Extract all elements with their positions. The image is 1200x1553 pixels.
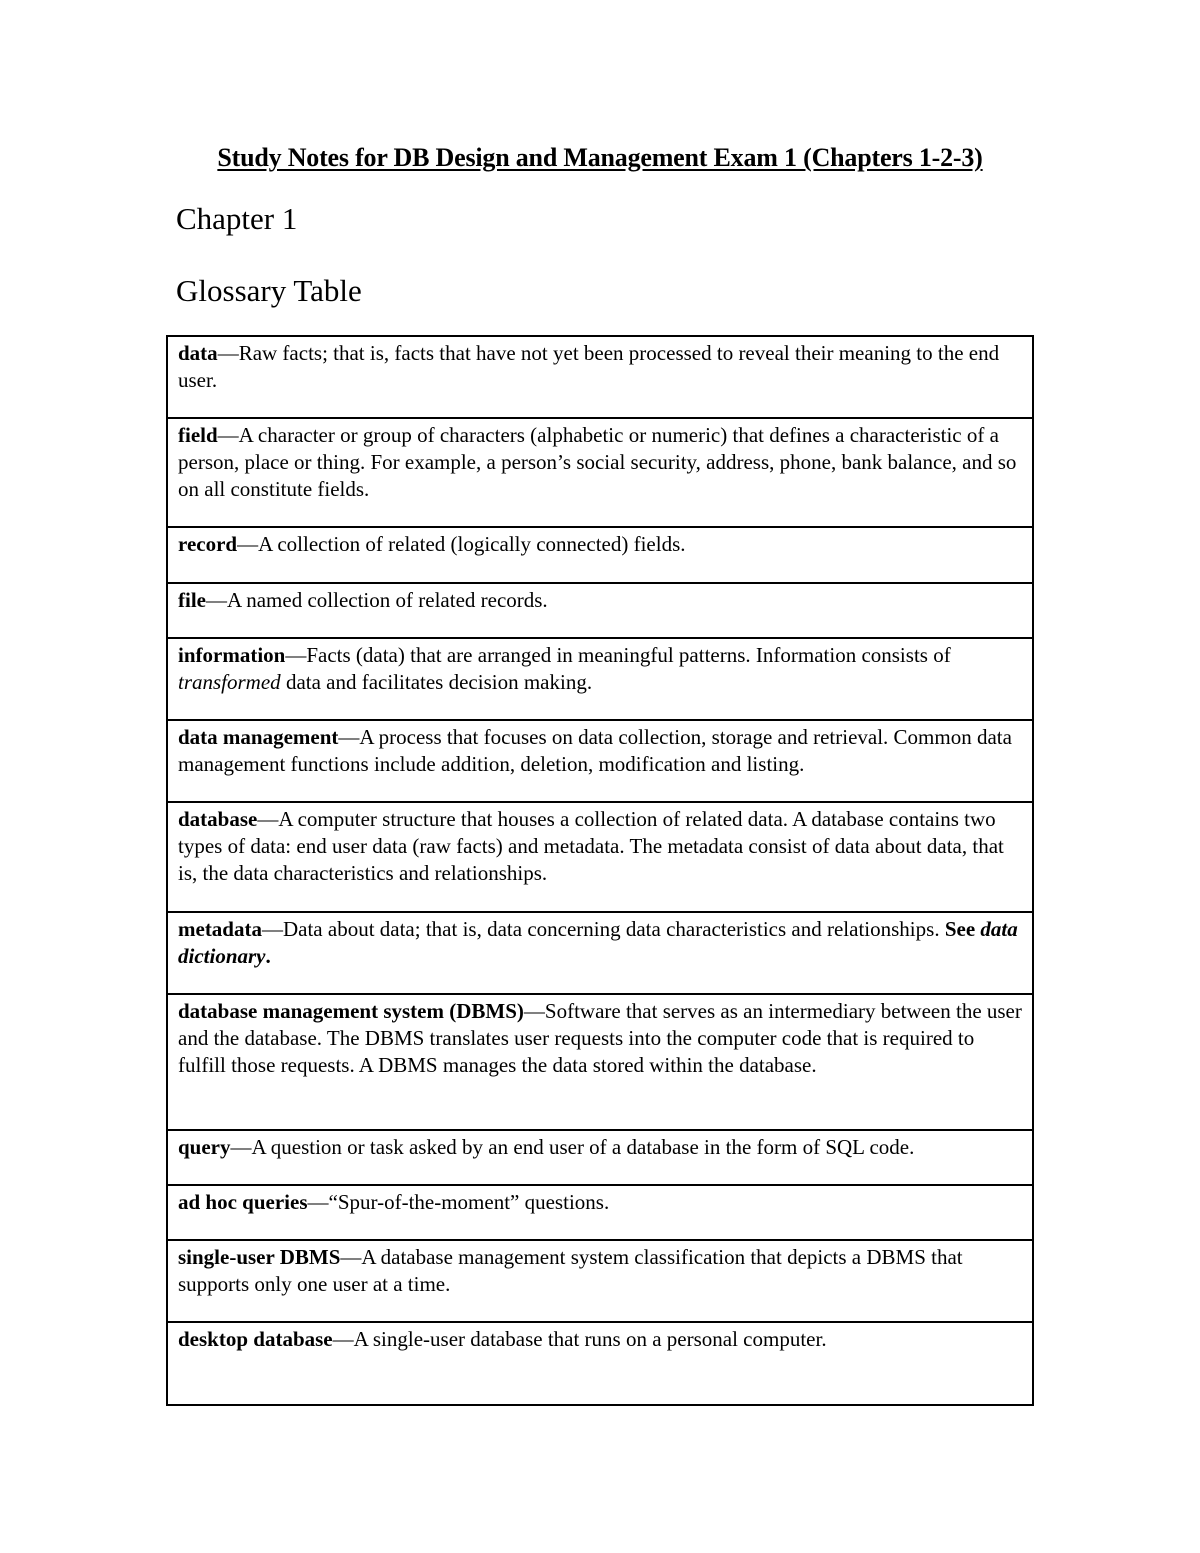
glossary-definition: A process that focuses on data collection, storage and retrieval. Common data management functions include addition, deletion, modification and listing. bbox=[178, 725, 1012, 776]
glossary-entry bbox=[167, 802, 1033, 912]
glossary-entry bbox=[167, 720, 1033, 802]
term-dash: — bbox=[332, 1327, 354, 1351]
glossary-row-dbms bbox=[167, 994, 1033, 1130]
glossary-term: database management system (DBMS) bbox=[178, 999, 524, 1023]
glossary-row-ad-hoc-queries bbox=[167, 1185, 1033, 1240]
glossary-term: data bbox=[178, 341, 218, 365]
glossary-definition: A question or task asked by an end user of a database in the form of SQL code. bbox=[251, 1135, 915, 1159]
glossary-definition: “Spur-of-the-moment” questions. bbox=[328, 1190, 610, 1214]
glossary-definition-end: data and facilitates decision making. bbox=[280, 670, 593, 694]
glossary-term: query bbox=[178, 1135, 231, 1159]
term-dash: — bbox=[338, 725, 360, 749]
term-dash: — bbox=[523, 999, 545, 1023]
glossary-entry bbox=[167, 1322, 1033, 1405]
glossary-row-metadata bbox=[167, 912, 1033, 994]
glossary-term: ad hoc queries bbox=[178, 1190, 308, 1214]
glossary-row-information bbox=[167, 638, 1033, 720]
chapter-heading: Chapter 1 bbox=[176, 201, 298, 236]
glossary-term: metadata bbox=[178, 917, 262, 941]
see-label: See bbox=[944, 917, 981, 941]
page-title: Study Notes for DB Design and Management Exam 1 (Chapters 1-2-3) bbox=[217, 143, 983, 172]
glossary-definition: A database management system classification that depicts a DBMS that supports only one user at a time. bbox=[178, 1245, 963, 1296]
glossary-definition: A collection of related (logically connected) fields. bbox=[258, 532, 686, 556]
glossary-definition: Raw facts; that is, facts that have not yet been processed to reveal their meaning to the end user. bbox=[178, 341, 1000, 392]
glossary-term: data management bbox=[178, 725, 339, 749]
emphasized-word: transformed bbox=[178, 670, 281, 694]
glossary-definition: Facts (data) that are arranged in meaningful patterns. Information consists of bbox=[306, 643, 951, 667]
glossary-table bbox=[166, 335, 1034, 1406]
term-dash: — bbox=[237, 532, 259, 556]
glossary-row-database bbox=[167, 802, 1033, 912]
glossary-entry bbox=[167, 336, 1033, 418]
glossary-row-record bbox=[167, 527, 1033, 583]
glossary-term: record bbox=[178, 532, 238, 556]
glossary-entry bbox=[167, 583, 1033, 638]
glossary-definition: Software that serves as an intermediary between the user and the database. The DBMS translates user requests into the computer code that is required to fulfill those requests. A DBMS manages the data stored within the database. bbox=[178, 999, 1022, 1077]
glossary-term: information bbox=[178, 643, 286, 667]
glossary-term: field bbox=[178, 423, 218, 447]
glossary-entry bbox=[167, 1240, 1033, 1322]
glossary-entry bbox=[167, 418, 1033, 527]
glossary-term: database bbox=[178, 807, 258, 831]
term-dash: — bbox=[230, 1135, 252, 1159]
glossary-row-data bbox=[167, 336, 1033, 418]
glossary-definition: A named collection of related records. bbox=[226, 588, 548, 612]
glossary-entry bbox=[167, 994, 1033, 1130]
glossary-row-data-management bbox=[167, 720, 1033, 802]
term-dash: — bbox=[217, 341, 239, 365]
glossary-row-query bbox=[167, 1130, 1033, 1185]
glossary-definition: A computer structure that houses a collection of related data. A database contains two types of data: end user data (raw facts) and metadata. The metadata consist of data about data, that is, the data characteristics and relationships. bbox=[178, 807, 1004, 885]
term-dash: — bbox=[217, 423, 239, 447]
glossary-term: file bbox=[178, 588, 206, 612]
term-dash: — bbox=[307, 1190, 329, 1214]
glossary-term: desktop database bbox=[178, 1327, 333, 1351]
term-dash: — bbox=[257, 807, 279, 831]
glossary-term: single-user DBMS bbox=[178, 1245, 341, 1269]
term-dash: — bbox=[340, 1245, 362, 1269]
glossary-entry bbox=[167, 638, 1033, 720]
term-dash: — bbox=[205, 588, 227, 612]
glossary-entry bbox=[167, 527, 1033, 583]
glossary-definition: A single-user database that runs on a personal computer. bbox=[353, 1327, 827, 1351]
glossary-entry bbox=[167, 1130, 1033, 1185]
glossary-definition: Data about data; that is, data concerning data characteristics and relationships. bbox=[282, 917, 945, 941]
term-dash: — bbox=[261, 917, 283, 941]
glossary-row-desktop-database bbox=[167, 1322, 1033, 1405]
term-dash: — bbox=[285, 643, 307, 667]
glossary-row-field bbox=[167, 418, 1033, 527]
glossary-entry bbox=[167, 1185, 1033, 1240]
section-heading: Glossary Table bbox=[176, 273, 362, 308]
glossary-entry bbox=[167, 912, 1033, 994]
glossary-row-single-user-dbms bbox=[167, 1240, 1033, 1322]
see-end: . bbox=[265, 944, 271, 968]
glossary-definition: A character or group of characters (alphabetic or numeric) that defines a characteristic of a person, place or thing. For example, a person’s social security, address, phone, bank balance, and so on all constitute fields. bbox=[178, 423, 1017, 501]
glossary-row-file bbox=[167, 583, 1033, 638]
see-also-term: data dictionary bbox=[178, 917, 1018, 968]
